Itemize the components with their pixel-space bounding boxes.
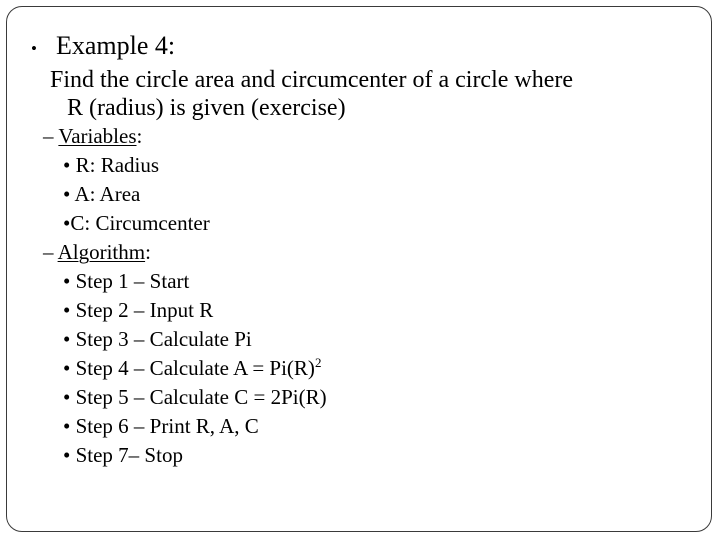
slide-title: Example 4: <box>56 31 176 60</box>
algorithm-heading <box>43 242 151 263</box>
algorithm-colon: : <box>145 240 151 264</box>
algorithm-label: Algorithm <box>57 240 146 264</box>
variables-heading <box>43 126 142 147</box>
variables-label: Variables <box>58 124 137 148</box>
algorithm-step-4 <box>63 355 322 380</box>
description-line-2: R (radius) is given (exercise) <box>67 95 346 121</box>
algorithm-step-1: • Step 1 – Start <box>63 269 190 293</box>
algorithm-step-7: • Step 7– Stop <box>63 443 183 467</box>
algorithm-step-4-text: • Step 4 – Calculate A = Pi(R) <box>63 356 315 380</box>
heading-bullet: • <box>31 39 37 58</box>
algorithm-dash: – <box>43 240 54 264</box>
description-line-1: Find the circle area and circumcenter of a circle where <box>50 67 574 93</box>
algorithm-step-5: • Step 5 – Calculate C = 2Pi(R) <box>63 385 327 409</box>
algorithm-step-3: • Step 3 – Calculate Pi <box>63 327 252 351</box>
algorithm-step-4-superscript: 2 <box>314 355 322 370</box>
variable-item-c: •C: Circumcenter <box>63 211 210 235</box>
algorithm-step-6: • Step 6 – Print R, A, C <box>63 414 259 438</box>
variables-colon: : <box>136 124 143 148</box>
algorithm-step-2: • Step 2 – Input R <box>63 298 214 322</box>
variable-item-a: • A: Area <box>63 182 141 206</box>
variables-dash: – <box>43 124 54 148</box>
variable-item-r: • R: Radius <box>63 153 160 177</box>
